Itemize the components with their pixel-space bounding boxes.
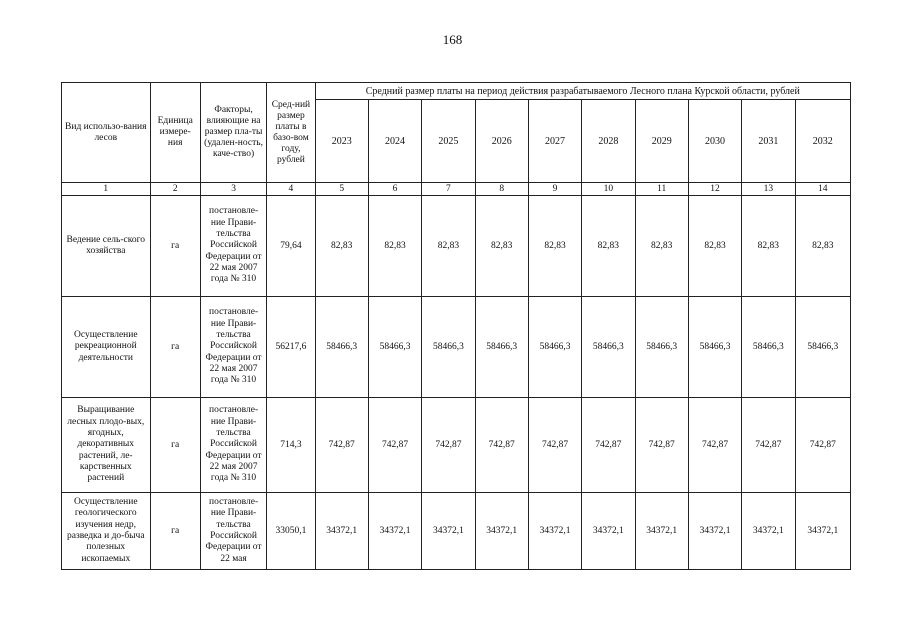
row-year-value: 34372,1 bbox=[475, 493, 528, 570]
row-year-value: 82,83 bbox=[315, 196, 368, 297]
row-year-value: 58466,3 bbox=[582, 297, 635, 398]
row-base-value: 33050,1 bbox=[267, 493, 315, 570]
row-year-value: 82,83 bbox=[528, 196, 581, 297]
header-year: 2025 bbox=[422, 100, 475, 183]
row-year-value: 34372,1 bbox=[528, 493, 581, 570]
row-unit: га bbox=[150, 196, 200, 297]
table-row bbox=[62, 297, 851, 398]
header-year: 2027 bbox=[528, 100, 581, 183]
header-kind: Вид использо-вания лесов bbox=[62, 83, 151, 183]
header-base-average: Сред-ний размер платы в базо-вом году, рублей bbox=[267, 83, 315, 183]
column-number: 14 bbox=[795, 183, 850, 196]
header-year: 2029 bbox=[635, 100, 688, 183]
row-year-value: 34372,1 bbox=[742, 493, 795, 570]
row-year-value: 82,83 bbox=[368, 196, 421, 297]
header-year: 2023 bbox=[315, 100, 368, 183]
row-year-value: 742,87 bbox=[795, 398, 850, 493]
row-year-value: 82,83 bbox=[742, 196, 795, 297]
row-year-value: 742,87 bbox=[742, 398, 795, 493]
row-base-value: 79,64 bbox=[267, 196, 315, 297]
header-year: 2028 bbox=[582, 100, 635, 183]
column-number: 1 bbox=[62, 183, 151, 196]
row-year-value: 34372,1 bbox=[368, 493, 421, 570]
row-year-value: 58466,3 bbox=[475, 297, 528, 398]
table-row bbox=[62, 493, 851, 570]
row-year-value: 742,87 bbox=[422, 398, 475, 493]
row-year-value: 34372,1 bbox=[795, 493, 850, 570]
forest-fee-table-container bbox=[61, 82, 851, 570]
row-year-value: 58466,3 bbox=[315, 297, 368, 398]
row-kind: Ведение сель-ского хозяйства bbox=[62, 196, 151, 297]
row-year-value: 742,87 bbox=[528, 398, 581, 493]
row-year-value: 82,83 bbox=[422, 196, 475, 297]
page-number: 168 bbox=[442, 32, 463, 47]
header-year: 2030 bbox=[688, 100, 741, 183]
column-number: 6 bbox=[368, 183, 421, 196]
row-year-value: 82,83 bbox=[635, 196, 688, 297]
row-year-value: 58466,3 bbox=[422, 297, 475, 398]
row-year-value: 58466,3 bbox=[795, 297, 850, 398]
column-number: 8 bbox=[475, 183, 528, 196]
row-year-value: 82,83 bbox=[475, 196, 528, 297]
header-period-group: Средний размер платы на период действия разрабатываемого Лесного плана Курской области, рублей bbox=[315, 83, 850, 100]
row-base-value: 56217,6 bbox=[267, 297, 315, 398]
column-number-row bbox=[62, 183, 851, 196]
row-year-value: 34372,1 bbox=[582, 493, 635, 570]
column-number: 11 bbox=[635, 183, 688, 196]
row-year-value: 58466,3 bbox=[635, 297, 688, 398]
row-year-value: 742,87 bbox=[688, 398, 741, 493]
header-year: 2031 bbox=[742, 100, 795, 183]
row-year-value: 34372,1 bbox=[635, 493, 688, 570]
header-year: 2026 bbox=[475, 100, 528, 183]
row-factor: постановле-ние Прави-тельства Российской Федерации от 22 мая 2007 года № 310 bbox=[200, 196, 266, 297]
row-unit: га bbox=[150, 398, 200, 493]
row-year-value: 58466,3 bbox=[368, 297, 421, 398]
column-number: 9 bbox=[528, 183, 581, 196]
row-factor: постановле-ние Прави-тельства Российской Федерации от 22 мая bbox=[200, 493, 266, 570]
row-year-value: 82,83 bbox=[795, 196, 850, 297]
row-year-value: 742,87 bbox=[635, 398, 688, 493]
header-year: 2032 bbox=[795, 100, 850, 183]
column-number: 3 bbox=[200, 183, 266, 196]
column-number: 13 bbox=[742, 183, 795, 196]
row-unit: га bbox=[150, 493, 200, 570]
row-year-value: 742,87 bbox=[475, 398, 528, 493]
row-year-value: 742,87 bbox=[582, 398, 635, 493]
row-year-value: 34372,1 bbox=[315, 493, 368, 570]
row-year-value: 34372,1 bbox=[688, 493, 741, 570]
forest-fee-table bbox=[61, 82, 851, 570]
row-base-value: 714,3 bbox=[267, 398, 315, 493]
row-year-value: 82,83 bbox=[582, 196, 635, 297]
row-year-value: 82,83 bbox=[688, 196, 741, 297]
row-kind: Выращивание лесных плодо-вых, ягодных, декоративных растений, ле-карственных растений bbox=[62, 398, 151, 493]
row-year-value: 58466,3 bbox=[528, 297, 581, 398]
row-year-value: 58466,3 bbox=[742, 297, 795, 398]
row-kind: Осуществление рекреационной деятельности bbox=[62, 297, 151, 398]
column-number: 12 bbox=[688, 183, 741, 196]
column-number: 7 bbox=[422, 183, 475, 196]
row-year-value: 58466,3 bbox=[688, 297, 741, 398]
header-year: 2024 bbox=[368, 100, 421, 183]
row-year-value: 34372,1 bbox=[422, 493, 475, 570]
header-row-group bbox=[62, 83, 851, 100]
column-number: 4 bbox=[267, 183, 315, 196]
row-year-value: 742,87 bbox=[315, 398, 368, 493]
row-year-value: 742,87 bbox=[368, 398, 421, 493]
column-number: 2 bbox=[150, 183, 200, 196]
column-number: 10 bbox=[582, 183, 635, 196]
row-factor: постановле-ние Прави-тельства Российской Федерации от 22 мая 2007 года № 310 bbox=[200, 398, 266, 493]
table-row bbox=[62, 196, 851, 297]
row-kind: Осуществление геологического изучения недр, разведка и до-быча полезных ископаемых bbox=[62, 493, 151, 570]
table-row bbox=[62, 398, 851, 493]
row-unit: га bbox=[150, 297, 200, 398]
header-factors: Факторы, влияющие на размер пла-ты (удален-ность, каче-ство) bbox=[200, 83, 266, 183]
column-number: 5 bbox=[315, 183, 368, 196]
row-factor: постановле-ние Прави-тельства Российской Федерации от 22 мая 2007 года № 310 bbox=[200, 297, 266, 398]
header-unit: Единица измере-ния bbox=[150, 83, 200, 183]
